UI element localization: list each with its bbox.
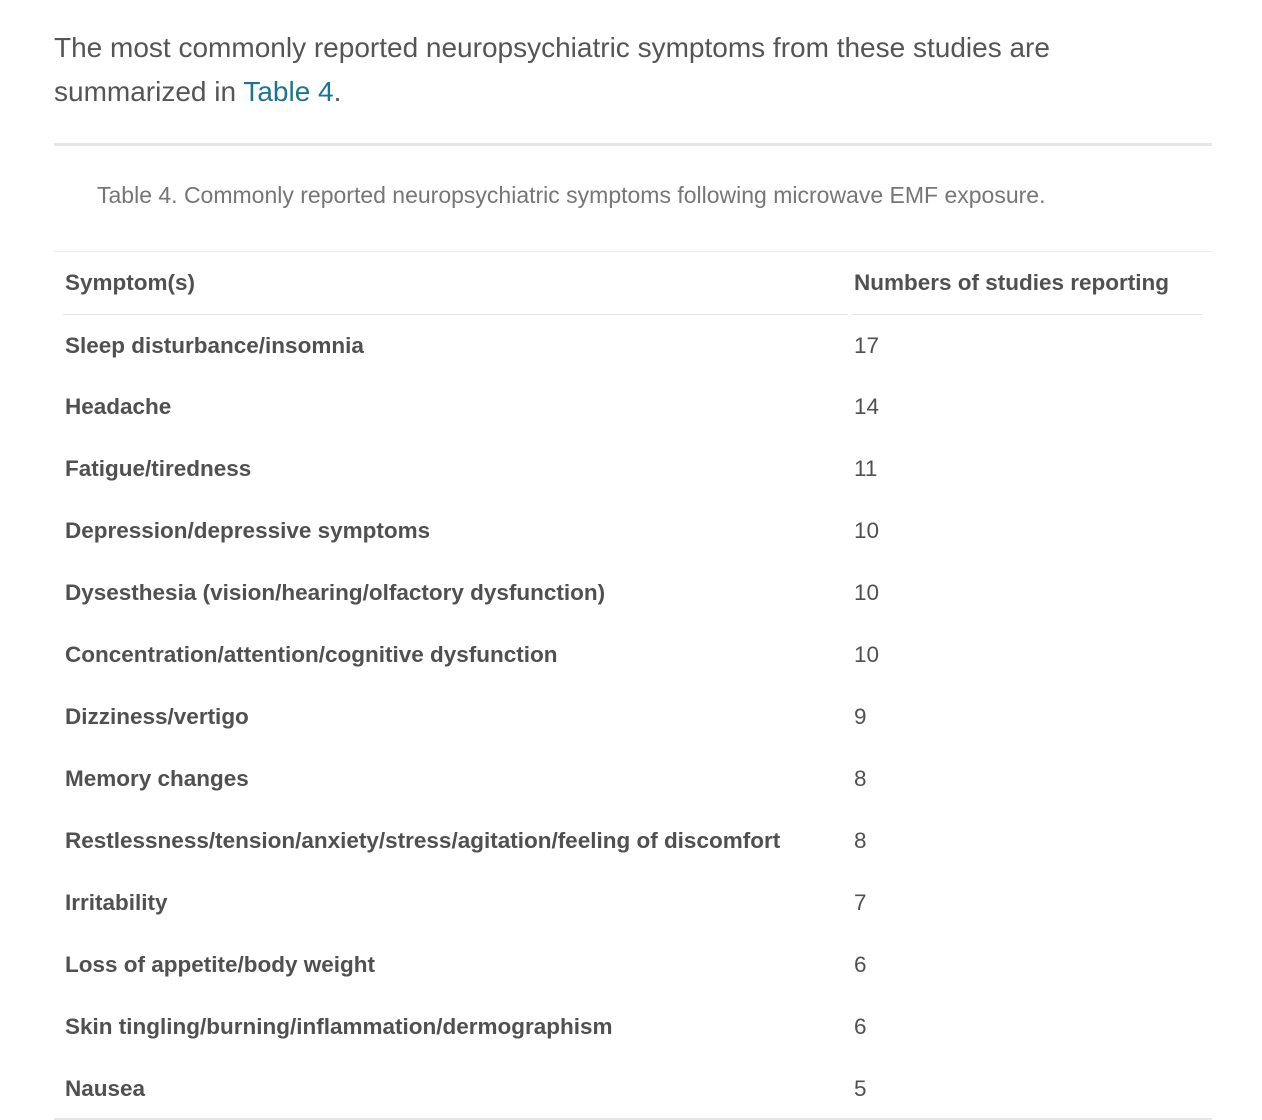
intro-paragraph [54, 26, 1194, 114]
count-cell: 6 [854, 1014, 867, 1039]
symptoms-table [59, 252, 1206, 1120]
table-row [63, 500, 1202, 562]
symptom-cell: Restlessness/tension/anxiety/stress/agitation/feeling of discomfort [65, 828, 781, 853]
table-row [63, 376, 1202, 438]
intro-text: The most commonly reported neuropsychiatric symptoms from these studies are summarized in [54, 32, 1050, 107]
table-header-row [63, 252, 1202, 315]
count-cell: 7 [854, 890, 867, 915]
count-cell: 10 [854, 518, 880, 543]
table-row [63, 934, 1202, 996]
count-cell: 17 [854, 332, 880, 358]
table-row [63, 315, 1202, 376]
count-cell: 8 [854, 828, 867, 853]
count-cell: 14 [854, 394, 880, 419]
symptom-cell: Fatigue/tiredness [65, 456, 252, 481]
symptom-cell: Irritability [65, 890, 168, 915]
table-row [63, 1058, 1202, 1120]
header-symptoms: Symptom(s) [63, 252, 848, 315]
table-row [63, 748, 1202, 810]
table-row [63, 624, 1202, 686]
count-cell: 5 [854, 1076, 867, 1101]
intro-text-end: . [333, 76, 342, 107]
table-row [63, 872, 1202, 934]
count-cell: 8 [854, 766, 867, 791]
table-row [63, 810, 1202, 872]
symptom-cell: Depression/depressive symptoms [65, 518, 431, 543]
table-4-link[interactable]: Table 4 [243, 76, 334, 107]
symptom-cell: Sleep disturbance/insomnia [65, 332, 364, 358]
table-row [63, 996, 1202, 1058]
count-cell: 6 [854, 952, 867, 977]
symptom-cell: Concentration/attention/cognitive dysfunction [65, 642, 558, 667]
symptom-cell: Headache [65, 394, 172, 419]
header-study-count: Numbers of studies reporting [852, 252, 1202, 315]
symptom-cell: Skin tingling/burning/inflammation/dermographism [65, 1014, 613, 1039]
table-row [63, 438, 1202, 500]
symptom-cell: Dizziness/vertigo [65, 704, 249, 729]
symptom-cell: Dysesthesia (vision/hearing/olfactory dysfunction) [65, 580, 606, 605]
table-container [54, 143, 1212, 1120]
count-cell: 10 [854, 642, 880, 667]
symptom-cell: Loss of appetite/body weight [65, 952, 376, 977]
table-row [63, 686, 1202, 748]
symptom-cell: Memory changes [65, 766, 249, 791]
count-cell: 11 [854, 456, 878, 481]
count-cell: 9 [854, 704, 867, 729]
table-row [63, 562, 1202, 624]
table-caption: Table 4. Commonly reported neuropsychiatric symptoms following microwave EMF exposure. [97, 182, 1046, 208]
symptom-cell: Nausea [65, 1076, 146, 1101]
count-cell: 10 [854, 580, 880, 605]
